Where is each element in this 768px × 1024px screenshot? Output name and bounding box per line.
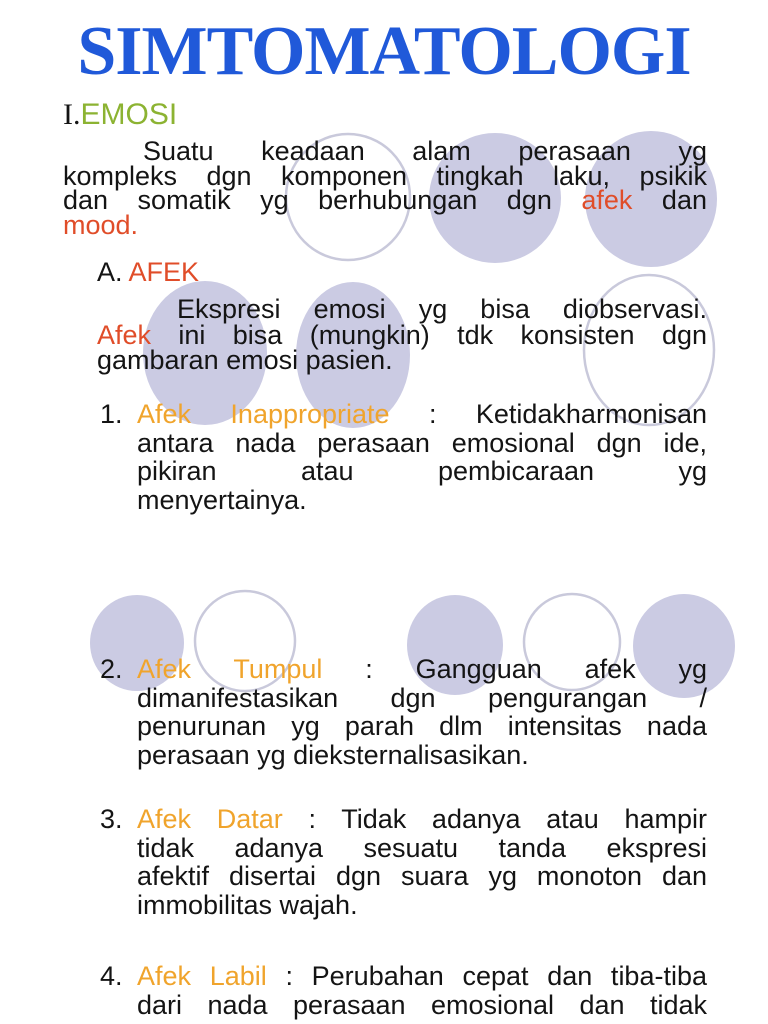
definition-segment: : Gangguan afek yg	[365, 654, 707, 684]
list-line: perasaan yg dieksternalisasikan.	[137, 739, 529, 770]
list-number: 1.	[100, 399, 123, 429]
paragraph-line: Ekspresi emosi yg bisa diobservasi.	[177, 294, 707, 324]
list-line	[137, 655, 707, 684]
list-item-afek-tumpul	[100, 655, 707, 769]
highlight-afek: afek	[581, 185, 633, 215]
paragraph-segment: ini bisa (mungkin) tdk konsisten dgn	[178, 319, 707, 350]
term-afek-labil: Afek Labil	[137, 961, 267, 991]
list-line	[137, 962, 707, 991]
list-line: pikiran atau pembicaraan yg	[137, 456, 707, 486]
list-item-body	[137, 400, 707, 514]
list-item-body	[137, 805, 707, 919]
paragraph-line: Suatu keadaan alam perasaan yg	[143, 136, 707, 166]
list-item-body	[137, 962, 707, 1019]
term-afek-inappropriate: Afek Inappropriate	[137, 399, 390, 429]
list-line: penurunan yg parah dlm intensitas nada	[137, 711, 707, 741]
list-item-afek-datar	[100, 805, 707, 919]
term-afek-datar: Afek Datar	[137, 804, 283, 834]
list-item-body	[137, 655, 707, 769]
section-numeral: I.	[63, 98, 81, 131]
highlight-afek: Afek	[97, 319, 152, 350]
section-label: A.	[97, 257, 123, 287]
paragraph-line	[63, 185, 707, 215]
highlight-mood: mood.	[63, 209, 139, 240]
definition-segment: : Perubahan cepat dan tiba-tiba	[285, 961, 707, 991]
list-line: immobilitas wajah.	[137, 889, 358, 920]
paragraph-afek	[97, 294, 707, 375]
list-line: dari nada perasaan emosional dan tidak	[137, 989, 707, 1020]
paragraph-line: gambaran emosi pasien.	[97, 345, 393, 375]
list-line: menyertainya.	[137, 484, 307, 515]
list-line	[137, 805, 707, 834]
definition-segment: : Tidak adanya atau hampir	[308, 804, 707, 834]
list-item-afek-labil	[100, 962, 707, 1019]
section-heading-text: AFEK	[128, 257, 200, 287]
section-heading-text: EMOSI	[80, 98, 178, 131]
paragraph-segment: dan	[661, 185, 707, 215]
section-heading-afek	[97, 258, 199, 286]
list-line: dimanifestasikan dgn pengurangan /	[137, 682, 707, 713]
list-line: tidak adanya sesuatu tanda ekspresi	[137, 832, 707, 863]
list-number: 4.	[100, 961, 123, 991]
list-line: afektif disertai dgn suara yg monoton dan	[137, 861, 707, 891]
paragraph-line: kompleks dgn komponen tingkah laku, psikik	[63, 160, 707, 191]
paragraph-emosi	[63, 136, 707, 240]
term-afek-tumpul: Afek Tumpul	[137, 654, 323, 684]
list-item-afek-inappropriate	[100, 400, 707, 514]
section-heading-emosi	[63, 99, 177, 131]
list-line	[137, 400, 707, 429]
definition-segment: : Ketidakharmonisan	[428, 399, 707, 429]
list-number: 3.	[100, 804, 123, 834]
list-line: antara nada perasaan emosional dgn ide,	[137, 427, 707, 458]
list-number: 2.	[100, 654, 123, 684]
paragraph-segment: dan somatik yg berhubungan dgn	[63, 185, 552, 215]
slide-title: SIMTOMATOLOGI	[77, 13, 691, 90]
